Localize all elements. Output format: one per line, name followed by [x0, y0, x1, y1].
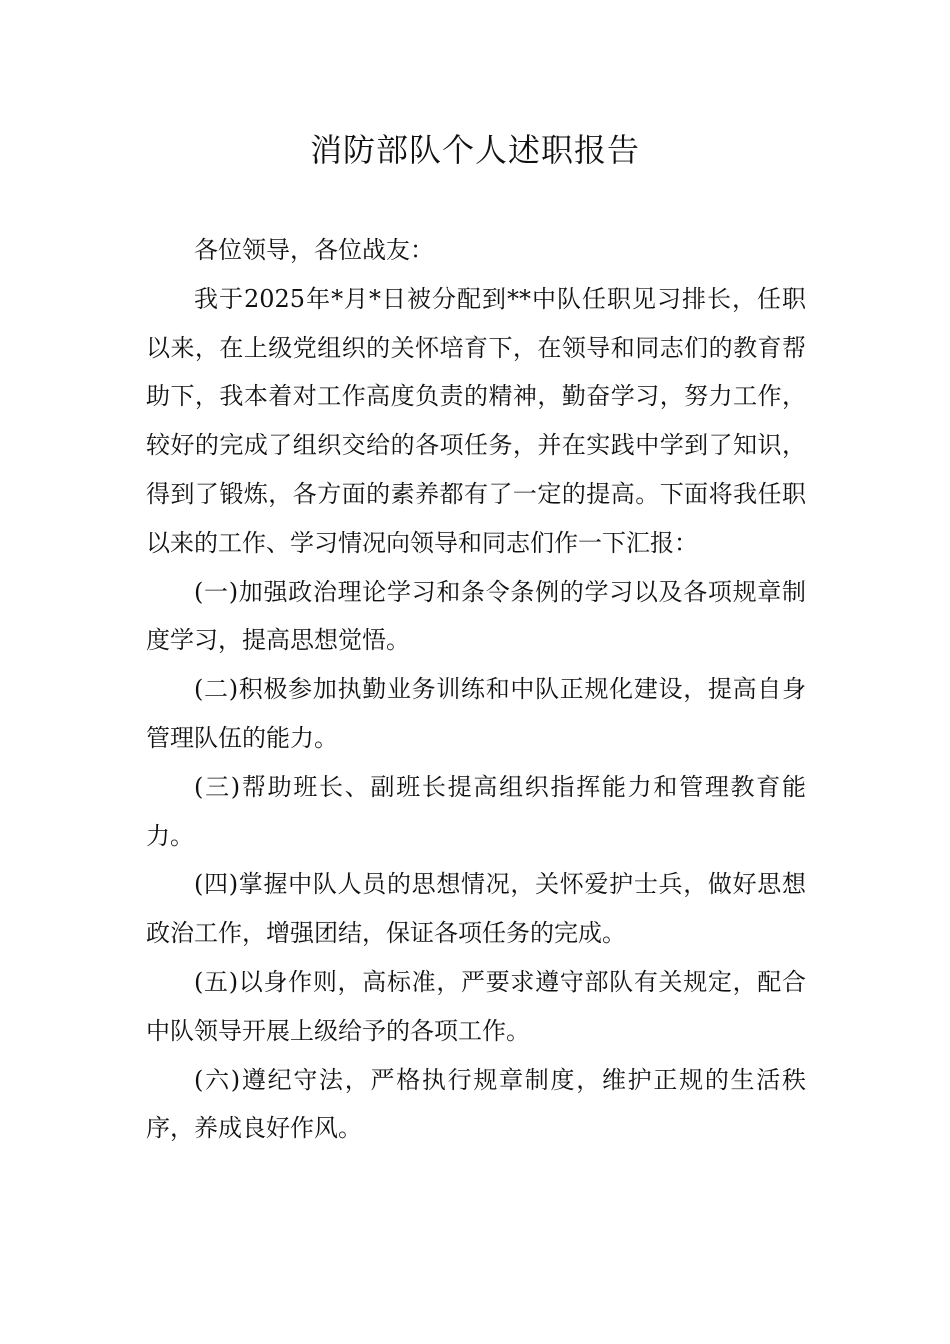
document-title: 消防部队个人述职报告	[309, 131, 640, 169]
document-body	[146, 226, 806, 1153]
item-paragraph-3: (三)帮助班长、副班长提高组织指挥能力和管理教育能力。	[146, 772, 806, 850]
item-paragraph-1: (一)加强政治理论学习和条令条例的学习以及各项规章制度学习，提高思想觉悟。	[146, 577, 806, 655]
item-paragraph-6: (六)遵纪守法，严格执行规章制度，维护正规的生活秩序，养成良好作风。	[146, 1065, 806, 1143]
item-paragraph-2: (二)积极参加执勤业务训练和中队正规化建设，提高自身管理队伍的能力。	[146, 675, 806, 752]
intro-paragraph: 我于2025年*月*日被分配到**中队任职见习排长，任职以来，在上级党组织的关怀培育下，在领导和同志们的教育帮助下，我本着对工作高度负责的精神，勤奋学习，努力工作，较好的完成了组织交给的各项任务，并在实践中学到了知识，得到了锻炼，各方面的素养都有了一定的提高。下面将我任职以来的工作、学习情况向领导和同志们作一下汇报：	[146, 284, 806, 557]
item-paragraph-5: (五)以身作则，高标准，严要求遵守部队有关规定，配合中队领导开展上级给予的各项工作。	[146, 967, 806, 1045]
greeting-paragraph: 各位领导，各位战友：	[194, 236, 434, 264]
item-paragraph-4: (四)掌握中队人员的思想情况，关怀爱护士兵，做好思想政治工作，增强团结，保证各项任务的完成。	[146, 870, 806, 948]
